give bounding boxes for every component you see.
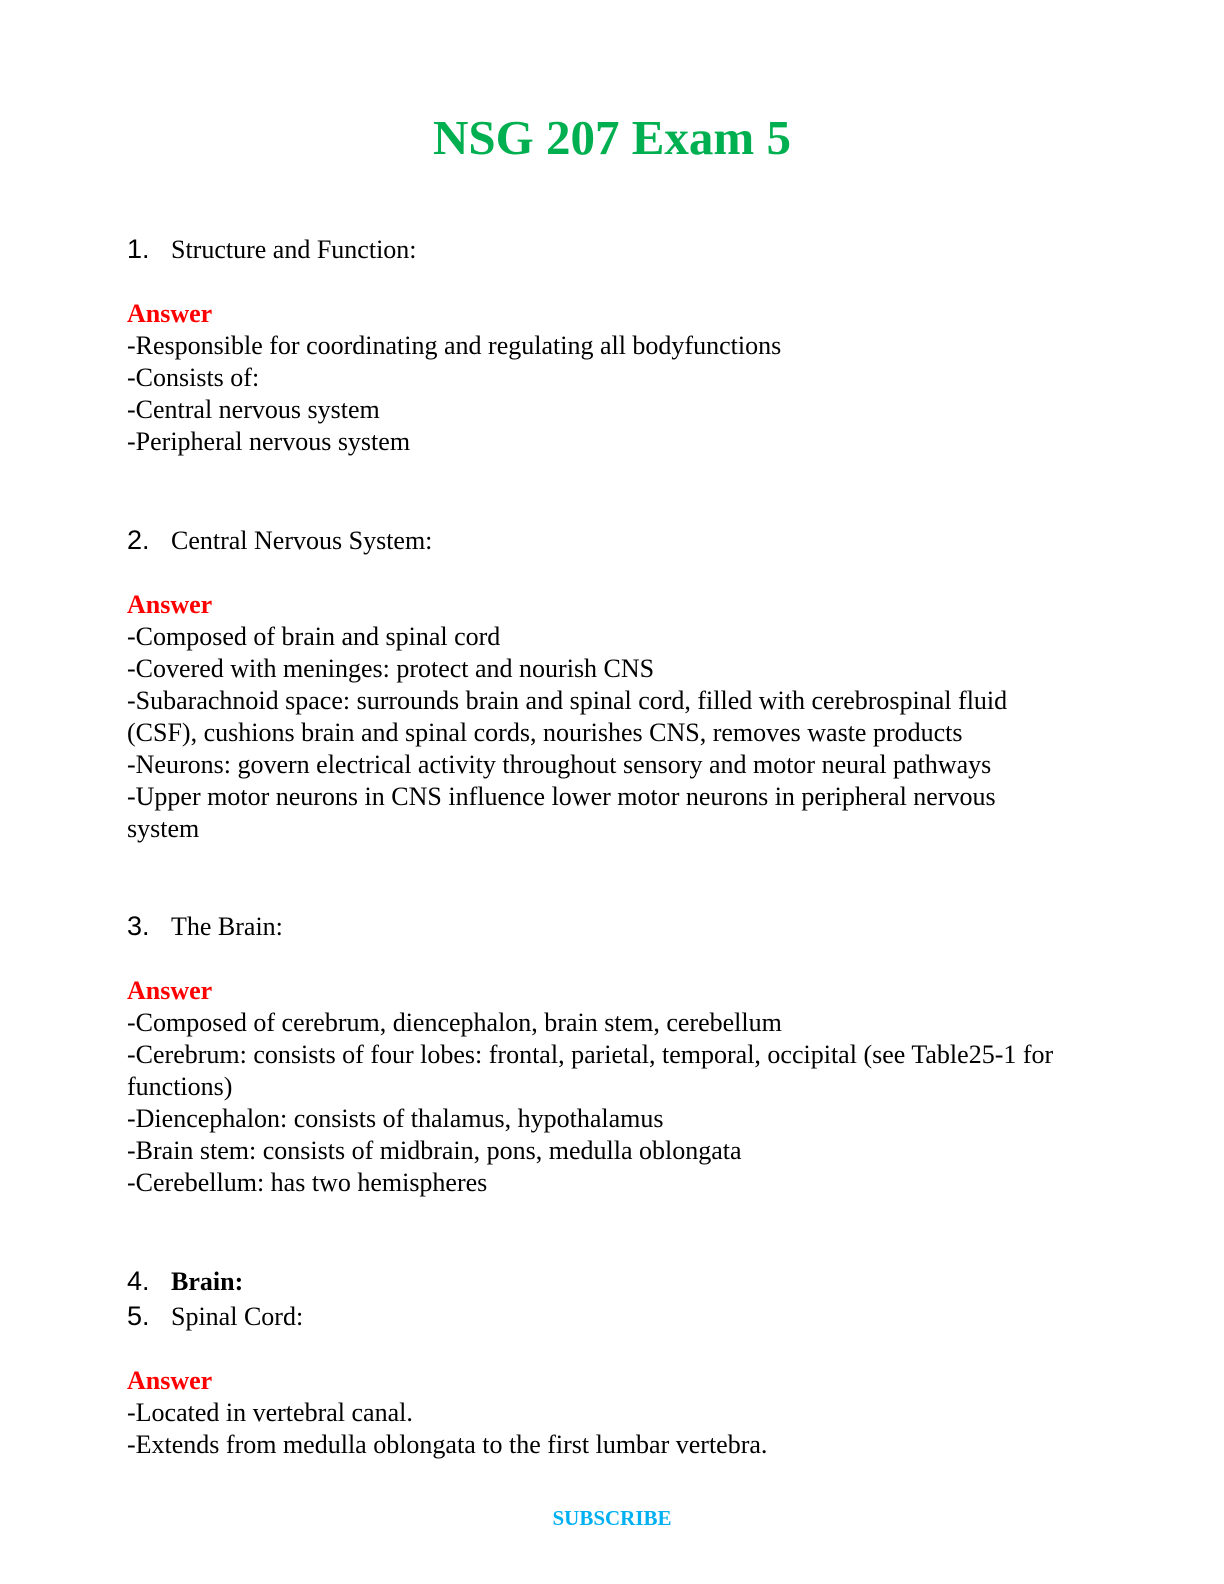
question-text: Spinal Cord:: [171, 1302, 304, 1331]
question-4: [127, 1263, 243, 1299]
question-5: [127, 1298, 303, 1334]
answer-label: Answer: [127, 1366, 213, 1395]
question-number: 2.: [127, 525, 150, 555]
question-number: 3.: [127, 911, 150, 941]
answer-line: -Neurons: govern electrical activity throughout sensory and motor neural pathways: [127, 750, 992, 779]
answer-body-2: [127, 621, 1117, 845]
answer-line: -Upper motor neurons in CNS influence lower motor neurons in peripheral nervous: [127, 782, 996, 811]
question-2: [127, 522, 432, 558]
question-text: Brain:: [171, 1267, 244, 1296]
answer-label: Answer: [127, 976, 213, 1005]
answer-line: (CSF), cushions brain and spinal cords, nourishes CNS, removes waste products: [127, 718, 963, 747]
answer-line: -Subarachnoid space: surrounds brain and spinal cord, filled with cerebrospinal fluid: [127, 686, 1008, 715]
answer-body-3: [127, 1007, 1117, 1199]
answer-line: -Covered with meninges: protect and nourish CNS: [127, 654, 655, 683]
question-number: 5.: [127, 1301, 150, 1331]
answer-line: -Cerebrum: consists of four lobes: frontal, parietal, temporal, occipital (see Table25-1 for: [127, 1040, 1054, 1069]
page-title: NSG 207 Exam 5: [432, 110, 791, 165]
answer-line: -Composed of cerebrum, diencephalon, brain stem, cerebellum: [127, 1008, 782, 1037]
answer-line: -Located in vertebral canal.: [127, 1398, 413, 1427]
answer-line: -Consists of:: [127, 363, 260, 392]
answer-line: -Responsible for coordinating and regulating all bodyfunctions: [127, 331, 782, 360]
answer-line: -Brain stem: consists of midbrain, pons, medulla oblongata: [127, 1136, 742, 1165]
answer-line: -Central nervous system: [127, 395, 380, 424]
question-text: Structure and Function:: [171, 235, 417, 264]
answer-line: -Diencephalon: consists of thalamus, hypothalamus: [127, 1104, 664, 1133]
answer-body-5: [127, 1397, 1117, 1461]
answer-label: Answer: [127, 299, 213, 328]
answer-line: functions): [127, 1072, 233, 1101]
question-text: Central Nervous System:: [171, 526, 433, 555]
answer-line: -Peripheral nervous system: [127, 427, 411, 456]
question-number: 4.: [127, 1266, 150, 1296]
answer-line: -Composed of brain and spinal cord: [127, 622, 501, 651]
answer-line: -Extends from medulla oblongata to the first lumbar vertebra.: [127, 1430, 768, 1459]
question-1: [127, 231, 417, 267]
answer-line: system: [127, 814, 200, 843]
answer-label: Answer: [127, 590, 213, 619]
question-number: 1.: [127, 234, 150, 264]
answer-line: -Cerebellum: has two hemispheres: [127, 1168, 488, 1197]
subscribe-link[interactable]: SUBSCRIBE: [552, 1506, 672, 1530]
question-text: The Brain:: [171, 912, 283, 941]
answer-body-1: [127, 330, 1117, 458]
question-3: [127, 908, 283, 944]
